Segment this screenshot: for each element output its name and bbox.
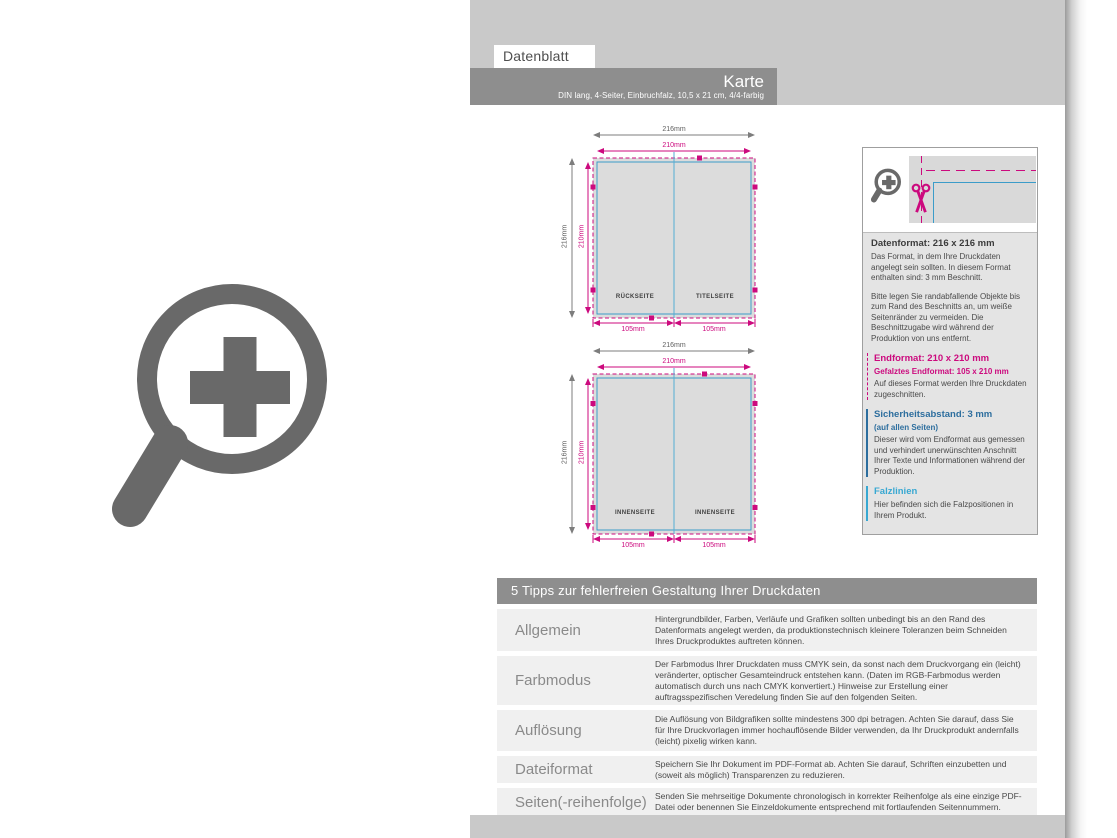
table-row <box>497 656 1037 705</box>
dim-half-right: 105mm <box>702 326 726 333</box>
tips-table <box>497 578 1037 816</box>
page-edge-shadow <box>1065 0 1087 838</box>
section-heading: Endformat: 210 x 210 mm <box>874 353 990 364</box>
row-label: Dateiformat <box>515 761 593 778</box>
product-subtitle: DIN lang, 4-Seiter, Einbruchfalz, 10,5 x 21 cm, 4/4-farbig <box>558 90 764 100</box>
section-subheading: (auf allen Seiten) <box>874 423 939 432</box>
product-title-bar <box>470 68 777 105</box>
format-info-panel <box>862 147 1038 535</box>
bottom-band <box>470 815 1065 838</box>
table-row <box>497 710 1037 751</box>
dim-height-trim: 210mm <box>578 224 586 249</box>
bleed-detail-illustration <box>909 156 1036 223</box>
tab-label: Datenblatt <box>503 48 569 64</box>
dim-half-left: 105mm <box>621 542 645 549</box>
section-datenformat <box>871 238 1031 344</box>
dim-width-total: 216mm <box>662 342 686 349</box>
row-label: Allgemein <box>515 621 581 639</box>
catalog-page <box>470 0 1065 838</box>
section-heading: Sicherheitsabstand: 3 mm <box>874 409 993 420</box>
trim-corner-line <box>933 182 1036 223</box>
row-text: Senden Sie mehrseitige Dokumente chronologisch in korrekter Reihenfolge als eine einzige PDF-Datei oder benennen Sie Einzeldokumente entsprechend mit fortlaufenden Seitennummern. <box>655 791 1022 812</box>
row-label: Farbmodus <box>515 672 591 689</box>
row-text: Speichern Sie Ihr Dokument im PDF-Format ab. Achten Sie darauf, Schriften einzubetten und (soweit als möglich) Transparenzen zu reduzieren. <box>655 758 1007 780</box>
row-label: Seiten(-reihenfolge) <box>515 793 647 811</box>
panel-label-back: RÜCKSEITE <box>615 294 655 300</box>
diagram-outside <box>555 125 785 337</box>
panel-label-title: TITELSEITE <box>695 294 734 300</box>
table-row <box>497 609 1037 651</box>
scissors-icon <box>910 182 932 216</box>
section-paragraph: Auf dieses Format werden Ihre Druckdaten zugeschnitten. <box>874 379 1027 399</box>
bleed-line <box>926 170 1036 171</box>
product-title: Karte <box>723 71 764 91</box>
datenblatt-tab <box>494 45 595 68</box>
section-falzlinien <box>866 486 1031 521</box>
diagram-graphics <box>555 125 785 337</box>
panel-label-inner-right: INNENSEITE <box>694 510 735 516</box>
dim-half-right: 105mm <box>702 542 726 549</box>
dim-width-total: 216mm <box>662 126 686 133</box>
info-panel-header <box>863 148 1037 233</box>
section-paragraph: Bitte legen Sie randabfallende Objekte bis zum Rand des Beschnitts an, um weiße Seitenränder zu vermeiden. Die Beschnittzugabe wird während der Produktion von uns entfernt. <box>871 291 1020 343</box>
dim-half-left: 105mm <box>621 326 645 333</box>
tips-table-header: 5 Tipps zur fehlerfreien Gestaltung Ihrer Druckdaten <box>497 578 1037 604</box>
section-paragraph: Das Format, in dem Ihre Druckdaten angelegt sein sollten. In diesem Format enthalten sind: 3 mm Beschnitt. <box>871 252 1011 282</box>
dim-width-trim: 210mm <box>662 358 686 365</box>
row-label: Auflösung <box>515 722 582 739</box>
dim-width-trim: 210mm <box>662 142 686 149</box>
dim-height-total: 216mm <box>561 224 569 249</box>
table-row <box>497 756 1037 783</box>
zoom-plus-icon-small <box>869 164 907 206</box>
section-paragraph: Dieser wird vom Endformat aus gemessen und verhindert unerwünschten Anschnitt Ihrer Texte und Informationen während der Produktion. <box>874 435 1026 476</box>
section-paragraph: Hier befinden sich die Falzpositionen in Ihrem Produkt. <box>874 500 1014 520</box>
row-text: Der Farbmodus Ihrer Druckdaten muss CMYK sein, da sonst nach dem Druckvorgang ein (leicht) veränderter, optischer Gesamteindruck entstehen kann. (Daten im RGB-Farbmodus werden automatisch durch uns nach CMYK konvertiert.) Hinweise zur Erstellung einer auftragsspezifischen Veredelung finden Sie auf den folgenden Seiten. <box>655 658 1021 702</box>
dim-height-total: 216mm <box>561 440 569 465</box>
diagram-graphics <box>555 341 785 553</box>
row-text: Die Auflösung von Bildgrafiken sollte mindestens 300 dpi betragen. Achten Sie darauf, dass Sie für Ihre Druckvorlagen immer hochauflösende Bilder verwenden, da Ihr Druckprodukt andernfalls (leicht) pixelig wirken kann. <box>655 714 1019 746</box>
section-heading: Falzlinien <box>874 486 918 497</box>
panel-label-inner-left: INNENSEITE <box>614 510 655 516</box>
dim-height-trim: 210mm <box>578 440 586 465</box>
section-subheading: Gefalztes Endformat: 105 x 210 mm <box>874 367 1009 376</box>
diagram-inside <box>555 341 785 553</box>
section-endformat <box>867 353 1031 400</box>
zoom-plus-icon <box>94 247 374 557</box>
section-heading: Datenformat: 216 x 216 mm <box>871 238 995 249</box>
table-row <box>497 788 1037 816</box>
section-sicherheitsabstand <box>866 409 1031 477</box>
row-text: Hintergrundbilder, Farben, Verläufe und Grafiken sollten unbedingt bis an den Rand des Datenformats angelegt werden, da produktionstechnisch kleinere Toleranzen beim Schneiden Ihres Druckproduktes auftreten können. <box>655 613 1007 646</box>
info-panel-body <box>871 238 1031 530</box>
